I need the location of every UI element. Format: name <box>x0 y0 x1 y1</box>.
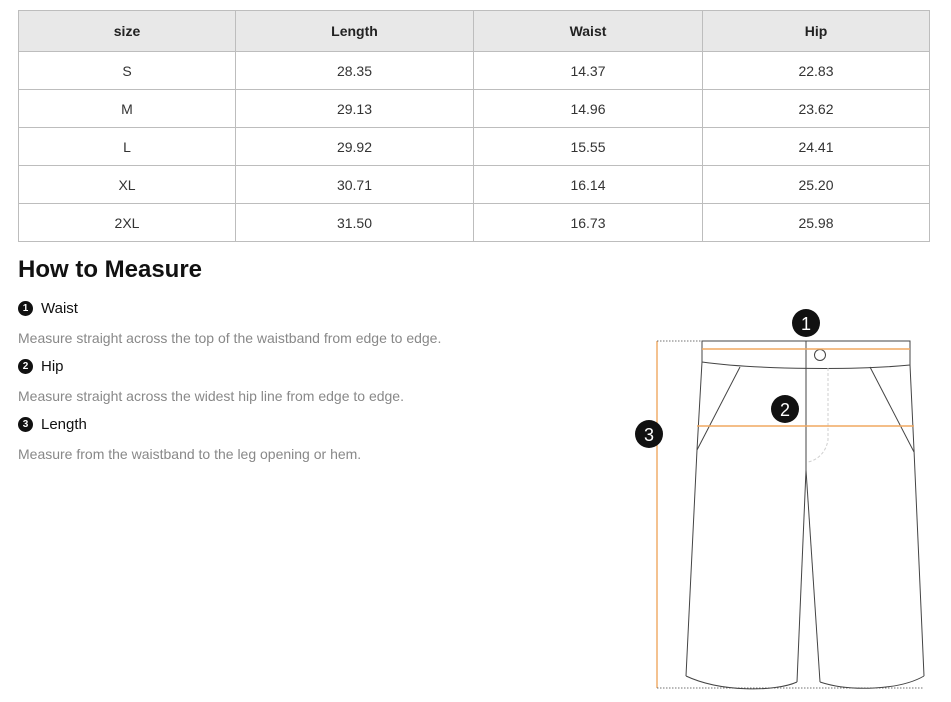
number-one-icon: 1 <box>18 301 33 316</box>
table-row <box>19 52 930 90</box>
number-three-icon: 3 <box>18 417 33 432</box>
marker-two-icon <box>771 395 799 423</box>
cell-length: 31.50 <box>236 204 474 242</box>
table-header-row <box>19 11 930 52</box>
table-row <box>19 128 930 166</box>
how-to-measure-title: How to Measure <box>18 256 203 283</box>
number-two-icon: 2 <box>18 359 33 374</box>
cell-hip: 22.83 <box>703 52 930 90</box>
shorts-diagram <box>630 305 935 697</box>
marker-one-icon <box>792 309 820 337</box>
cell-waist: 14.96 <box>474 90 703 128</box>
header-length: Length <box>236 11 474 52</box>
measure-desc-waist: Measure straight across the top of the waistband from edge to edge. <box>18 330 442 346</box>
measure-item-waist <box>18 300 78 317</box>
svg-text:1: 1 <box>800 314 812 334</box>
measure-label-hip: Hip <box>41 358 64 375</box>
measure-item-hip <box>18 358 64 375</box>
table-row <box>19 204 930 242</box>
table-row <box>19 90 930 128</box>
measure-desc-length: Measure from the waistband to the leg opening or hem. <box>18 446 362 462</box>
svg-text:2: 2 <box>779 400 791 420</box>
cell-hip: 25.20 <box>703 166 930 204</box>
size-table <box>18 10 930 242</box>
table-row <box>19 166 930 204</box>
cell-length: 30.71 <box>236 166 474 204</box>
measurement-lines <box>657 341 914 688</box>
cell-length: 29.92 <box>236 128 474 166</box>
cell-size: XL <box>19 166 236 204</box>
fly-stitch <box>808 368 828 462</box>
measure-desc-hip: Measure straight across the widest hip line from edge to edge. <box>18 388 404 404</box>
cell-size: 2XL <box>19 204 236 242</box>
measure-label-waist: Waist <box>41 300 78 317</box>
cell-size: L <box>19 128 236 166</box>
header-size: size <box>19 11 236 52</box>
cell-waist: 16.14 <box>474 166 703 204</box>
cell-waist: 15.55 <box>474 128 703 166</box>
header-waist: Waist <box>474 11 703 52</box>
measure-item-length <box>18 416 87 433</box>
shorts-outline <box>686 341 924 689</box>
cell-length: 28.35 <box>236 52 474 90</box>
cell-size: M <box>19 90 236 128</box>
cell-waist: 14.37 <box>474 52 703 90</box>
measure-label-length: Length <box>41 416 87 433</box>
cell-length: 29.13 <box>236 90 474 128</box>
cell-hip: 23.62 <box>703 90 930 128</box>
cell-hip: 24.41 <box>703 128 930 166</box>
cell-waist: 16.73 <box>474 204 703 242</box>
cell-hip: 25.98 <box>703 204 930 242</box>
marker-three-icon <box>635 420 663 448</box>
cell-size: S <box>19 52 236 90</box>
svg-text:3: 3 <box>643 425 655 445</box>
header-hip: Hip <box>703 11 930 52</box>
